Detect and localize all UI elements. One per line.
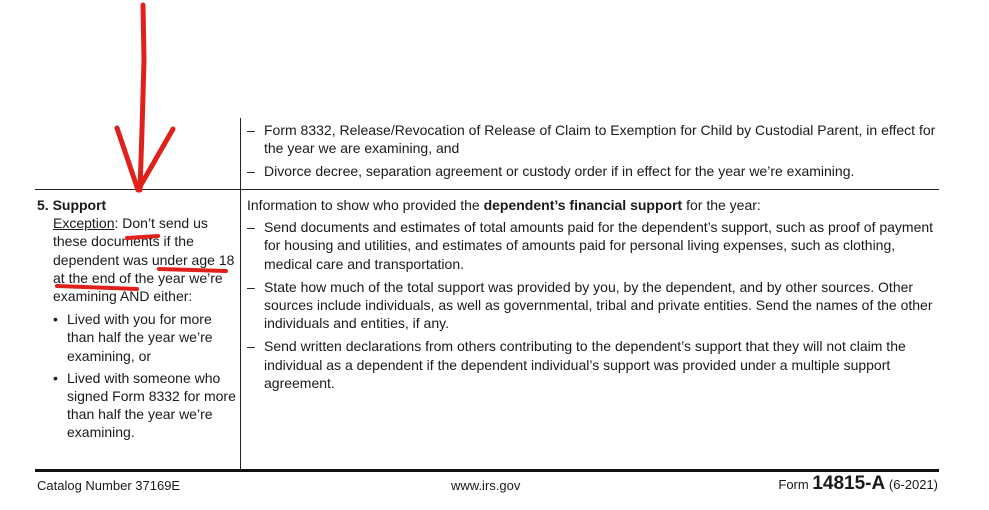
- list-item: – Divorce decree, separation agreement or custody order if in effect for the year we’re examining.: [247, 163, 855, 180]
- bullet-icon: •: [53, 311, 58, 328]
- support-section-left: [37, 196, 237, 446]
- under-age-text: under age: [151, 251, 215, 268]
- form-number: Form 14815-A (6-2021): [778, 473, 938, 494]
- website-link[interactable]: www.irs.gov: [451, 478, 521, 493]
- arrow-head-mark: [117, 128, 173, 190]
- dash-icon: –: [247, 122, 255, 138]
- list-item: – State how much of the total support was provided by you, by the dependent, and by other sources. Other sources include individuals, as well as governmental, tribal and private entities. Send the names of the other individuals and entities, if any.: [247, 278, 933, 332]
- catalog-number: Catalog Number 37169E: [37, 478, 181, 493]
- bullet-icon: •: [53, 369, 58, 386]
- dash-icon: –: [247, 338, 255, 355]
- dash-icon: –: [247, 278, 255, 295]
- exception-text: Exception: Don’t send us these documents if the dependent was under age 18 at the end of the year we’re examining AND either:: [53, 215, 235, 305]
- dash-icon: –: [247, 163, 255, 180]
- at-the-end-text: at the end: [53, 269, 116, 286]
- list-item: • Lived with someone who signed Form 8332 for more than half the year we’re examining.: [53, 369, 236, 441]
- list-item: – Send written declarations from others contributing to the dependent’s support that they will not claim the individual as a dependent if the dependent individual’s support was provided under a multiple support agreement.: [247, 338, 906, 391]
- support-section-right: [247, 196, 937, 397]
- row-divider: [35, 189, 939, 190]
- exception-label: Exception: [53, 215, 115, 232]
- footer-rule: [35, 469, 939, 472]
- dash-icon: –: [247, 219, 255, 236]
- condition-list: [37, 310, 237, 441]
- support-intro: Information to show who provided the dependent’s financial support for the year:: [247, 197, 761, 213]
- document-list-top: [247, 121, 937, 186]
- age-number: 18: [218, 251, 235, 268]
- intro-emphasis: dependent’s financial support: [483, 197, 683, 213]
- section-title: 5. Support: [37, 197, 107, 213]
- arrow-shaft-mark: [140, 5, 144, 190]
- list-item: • Lived with you for more than half the year we’re examining, or: [53, 311, 213, 364]
- column-divider: [240, 118, 241, 470]
- list-item: – Send documents and estimates of total amounts paid for the dependent’s support, such as proof of payment for housing and utilities, and estimates of amounts paid for personal living expenses, such as clothing, medical care and transportation.: [247, 219, 934, 272]
- list-item: – Form 8332, Release/Revocation of Release of Claim to Exemption for Child by Custodial Parent, in effect for the year we are examining, and: [247, 122, 936, 157]
- dont-text: Don’t: [122, 215, 155, 232]
